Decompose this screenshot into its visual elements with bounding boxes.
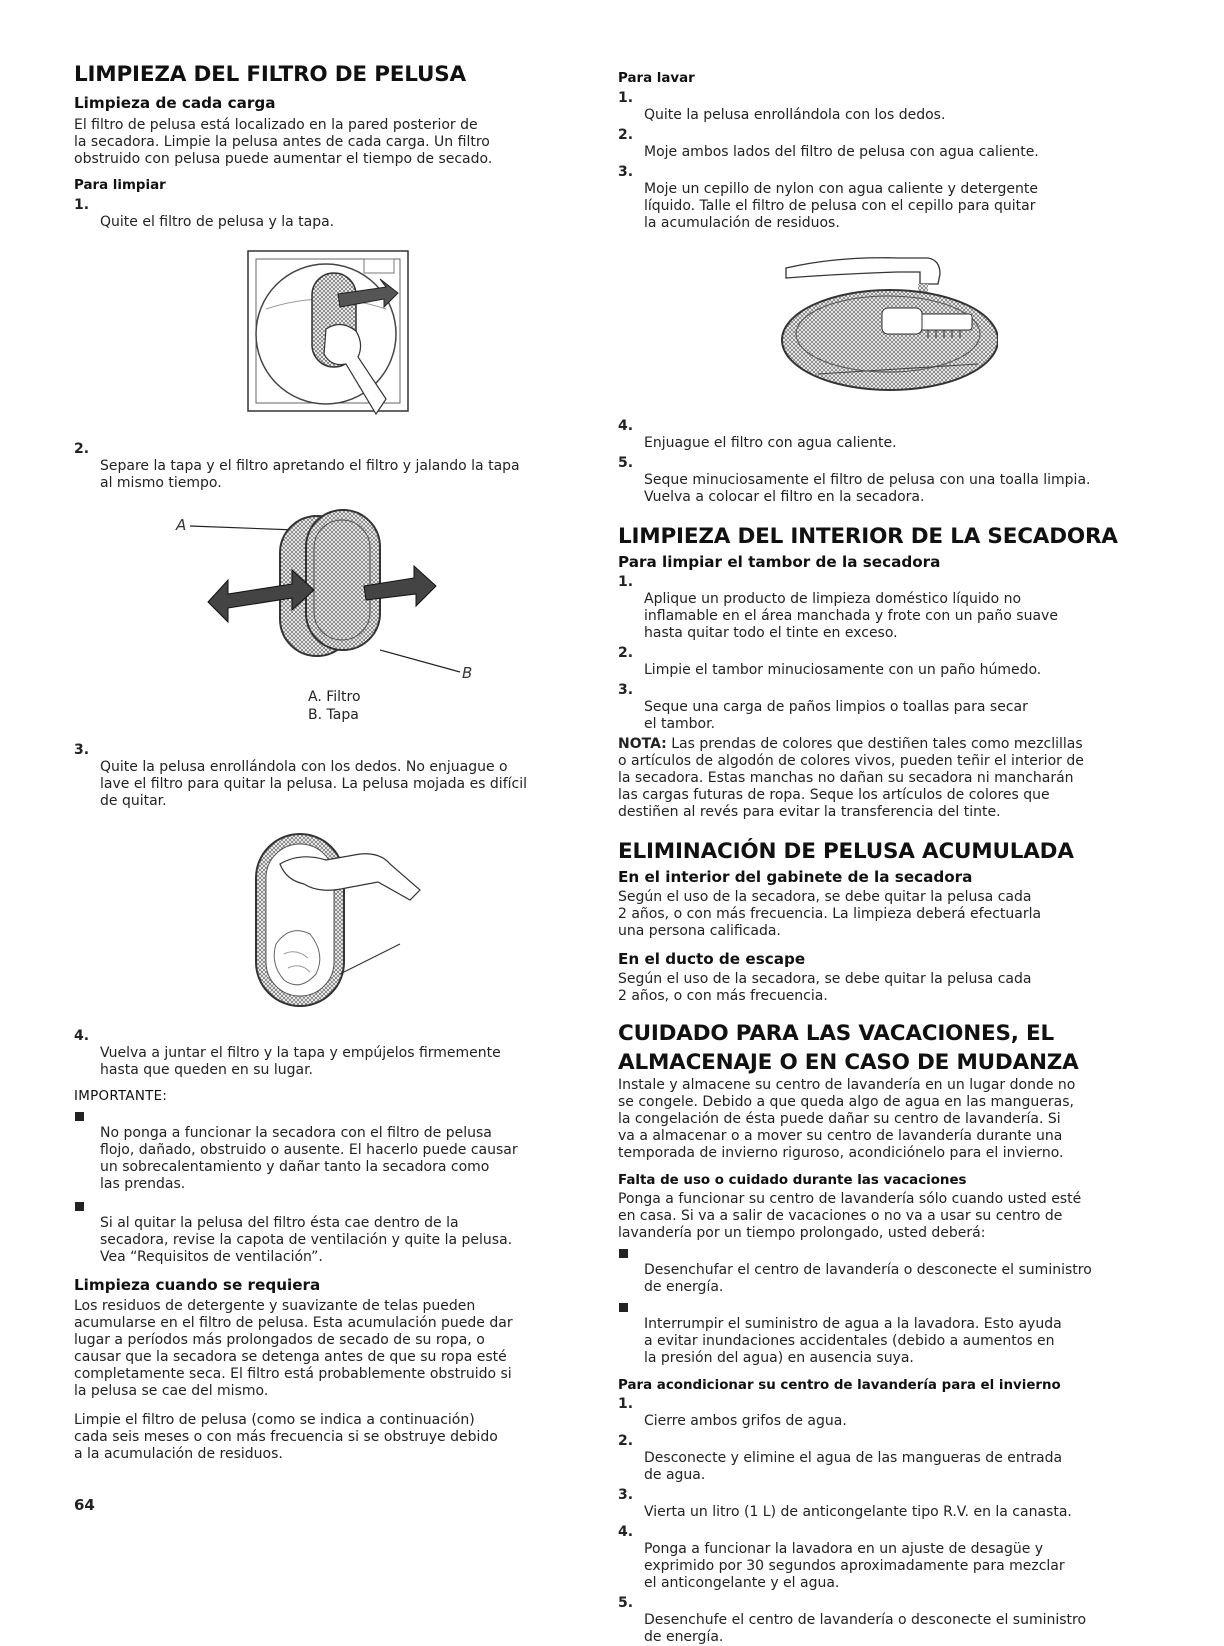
subheading-duct: En el ducto de escape (618, 950, 806, 968)
step-text: Limpie el tambor minuciosamente con un paño húmedo. (644, 662, 1042, 678)
subheading-drum: Para limpiar el tambor de la secadora (618, 553, 941, 571)
step-number: 3. (618, 164, 634, 180)
step-number: 2. (74, 441, 90, 457)
drum-step (618, 682, 1146, 733)
nonuse-bullet (618, 1245, 1146, 1296)
note-text: Las prendas de colores que destiñen tales como mezclillas o artículos de algodón de colores vivos, pueden teñir el interior de la secadora. Estas manchas no dañan su secadora ni mancharán las cargas futuras de ropa. Seque los artículos de colores que destiñen al revés para evitar la transferencia del tinte. (618, 736, 1084, 820)
page-number: 64 (74, 1496, 95, 1514)
wash-step (618, 418, 1146, 452)
clean-step-1 (74, 197, 584, 231)
section-heading-vacation-line-2: ALMACENAJE O EN CASO DE MUDANZA (618, 1050, 1079, 1075)
drum-note (618, 736, 1146, 821)
bullet-text: Si al quitar la pelusa del filtro ésta cae dentro de la secadora, revise la capota de ventilación y quite la pelusa. Vea “Requisitos de ventilación”. (100, 1215, 513, 1265)
step-text: Quite el filtro de pelusa y la tapa. (100, 214, 335, 230)
subheading-nonuse: Falta de uso o cuidado durante las vacaciones (618, 1173, 967, 1188)
section-heading-interior: LIMPIEZA DEL INTERIOR DE LA SECADORA (618, 524, 1118, 549)
step-text: Separe la tapa y el filtro apretando el filtro y jalando la tapa al mismo tiempo. (100, 458, 520, 491)
step-number: 1. (618, 1396, 634, 1412)
clean-step-3 (74, 742, 584, 810)
nonuse-text: Ponga a funcionar su centro de lavandería sólo cuando usted esté en casa. Si va a salir de vacaciones o no va a usar su centro de lavandería por un tiempo prolongado, usted deberá: (618, 1191, 1082, 1241)
step-number: 1. (618, 90, 634, 106)
step-text: Seque minuciosamente el filtro de pelusa con una toalla limpia. Vuelva a colocar el filtro en la secadora. (644, 472, 1091, 505)
figure-wash-filter (778, 248, 998, 408)
duct-text: Según el uso de la secadora, se debe quitar la pelusa cada 2 años, o con más frecuencia. (618, 971, 1032, 1004)
winter-step (618, 1595, 1146, 1646)
winter-step (618, 1433, 1146, 1484)
step-text: Quite la pelusa enrollándola con los dedos. No enjuague o lave el filtro para quitar la pelusa. La pelusa mojada es difícil de quitar. (100, 759, 527, 809)
label-b: B (462, 664, 473, 682)
figure-roll-lint (250, 824, 450, 1014)
step-text: Desconecte y elimine el agua de las mangueras de entrada de agua. (644, 1450, 1063, 1483)
bullet-square-icon (619, 1303, 628, 1312)
vacation-intro: Instale y almacene su centro de lavandería en un lugar donde no se congele. Debido a que queda algo de agua en las mangueras, la congelación de ésta puede dañar su centro de lavandería. Si va a almacenar o a mover su centro de lavandería durante una temporada de invierno riguroso, acondiciónelo para el invierno. (618, 1077, 1076, 1161)
step-text: Aplique un producto de limpieza doméstico líquido no inflamable en el área manchada y frote con un paño suave hasta quitar todo el tinte en exceso. (644, 591, 1058, 641)
figure-remove-filter (246, 249, 446, 429)
section-heading-lint-removal: ELIMINACIÓN DE PELUSA ACUMULADA (618, 839, 1074, 864)
drum-step (618, 574, 1146, 642)
bullet-text: Interrumpir el suministro de agua a la lavadora. Esto ayuda a evitar inundaciones accidentales (debido a aumentos en la presión del agua) en ausencia suya. (644, 1316, 1062, 1366)
step-number: 2. (618, 645, 634, 661)
cabinet-text: Según el uso de la secadora, se debe quitar la pelusa cada 2 años, o con más frecuencia. La limpieza deberá efectuarla una persona calificada. (618, 889, 1042, 939)
figure-separate-filter (164, 504, 504, 682)
illustration-separate-filter (164, 504, 504, 682)
figure-captions (308, 688, 584, 724)
left-column (74, 62, 584, 1463)
right-column (618, 70, 1146, 1646)
wash-step (618, 90, 1146, 124)
step-number: 1. (618, 574, 634, 590)
as-needed-text-2: Limpie el filtro de pelusa (como se indica a continuación) cada seis meses o con más frecuencia si se obstruye debido a la acumulación de residuos. (74, 1412, 498, 1462)
important-bullet (74, 1108, 584, 1193)
step-number: 5. (618, 455, 634, 471)
step-text: Vuelva a juntar el filtro y la tapa y empújelos firmemente hasta que queden en su lugar. (100, 1045, 501, 1078)
step-number: 4. (618, 418, 634, 434)
step-number: 5. (618, 1595, 634, 1611)
step-text: Moje ambos lados del filtro de pelusa con agua caliente. (644, 144, 1039, 160)
important-bullet (74, 1198, 584, 1266)
drum-step (618, 645, 1146, 679)
subheading-cabinet: En el interior del gabinete de la secadora (618, 868, 973, 886)
step-text: Vierta un litro (1 L) de anticongelante tipo R.V. en la canasta. (644, 1504, 1072, 1520)
step-text: Seque una carga de paños limpios o toallas para secar el tambor. (644, 699, 1028, 732)
each-load-text: El filtro de pelusa está localizado en la pared posterior de la secadora. Limpie la pelusa antes de cada carga. Un filtro obstruido con pelusa puede aumentar el tiempo de secado. (74, 117, 493, 167)
bullet-text: No ponga a funcionar la secadora con el filtro de pelusa flojo, dañado, obstruido o ausente. El hacerlo puede causar un sobrecalentamiento y dañar tanto la secadora como las prendas. (100, 1125, 518, 1192)
important-heading: IMPORTANTE: (74, 1089, 168, 1104)
subheading-as-needed: Limpieza cuando se requiera (74, 1276, 321, 1294)
winter-step (618, 1524, 1146, 1592)
to-clean-heading: Para limpiar (74, 178, 166, 193)
step-text: Enjuague el filtro con agua caliente. (644, 435, 897, 451)
note-label: NOTA: (618, 736, 667, 752)
step-number: 2. (618, 1433, 634, 1449)
step-number: 4. (74, 1028, 90, 1044)
winter-step (618, 1396, 1146, 1430)
clean-step-4 (74, 1028, 584, 1079)
caption-a: A. Filtro (308, 689, 361, 705)
bullet-square-icon (619, 1249, 628, 1258)
wash-step (618, 455, 1146, 506)
step-number: 1. (74, 197, 90, 213)
step-number: 2. (618, 127, 634, 143)
subheading-each-load: Limpieza de cada carga (74, 94, 276, 112)
step-text: Desenchufe el centro de lavandería o desconecte el suministro de energía. (644, 1612, 1087, 1645)
bullet-square-icon (75, 1202, 84, 1211)
illustration-wash-filter (778, 248, 998, 408)
as-needed-text: Los residuos de detergente y suavizante de telas pueden acumularse en el filtro de pelusa. Esta acumulación puede dar lugar a períodos más prolongados de secado de su ropa, o causar que la secadora se detenga antes de que su ropa esté completamente seca. El filtro está probablemente obstruido si la pelusa se cae del mismo. (74, 1298, 513, 1399)
label-a: A (176, 516, 187, 534)
illustration-roll-lint (250, 824, 450, 1014)
step-number: 4. (618, 1524, 634, 1540)
wash-step (618, 164, 1146, 232)
bullet-text: Desenchufar el centro de lavandería o desconecte el suministro de energía. (644, 1262, 1092, 1295)
wash-step (618, 127, 1146, 161)
nonuse-bullet (618, 1299, 1146, 1367)
subheading-winterize: Para acondicionar su centro de lavandería para el invierno (618, 1378, 1061, 1393)
step-text: Ponga a funcionar la lavadora en un ajuste de desagüe y exprimido por 30 segundos aproximadamente para mezclar el anticongelante y el agua. (644, 1541, 1065, 1591)
step-number: 3. (618, 682, 634, 698)
section-heading-vacation: CUIDADO PARA LAS VACACIONES, EL (618, 1021, 1055, 1046)
clean-step-2 (74, 441, 584, 492)
step-text: Cierre ambos grifos de agua. (644, 1413, 847, 1429)
illustration-remove-filter (246, 249, 446, 429)
step-number: 3. (618, 1487, 634, 1503)
section-heading-lint-filter: LIMPIEZA DEL FILTRO DE PELUSA (74, 62, 466, 87)
winter-step (618, 1487, 1146, 1521)
bullet-square-icon (75, 1112, 84, 1121)
step-number: 3. (74, 742, 90, 758)
wash-heading: Para lavar (618, 71, 695, 86)
caption-b: B. Tapa (308, 707, 359, 723)
step-text: Quite la pelusa enrollándola con los dedos. (644, 107, 946, 123)
step-text: Moje un cepillo de nylon con agua caliente y detergente líquido. Talle el filtro de pelusa con el cepillo para quitar la acumulación de residuos. (644, 181, 1038, 231)
